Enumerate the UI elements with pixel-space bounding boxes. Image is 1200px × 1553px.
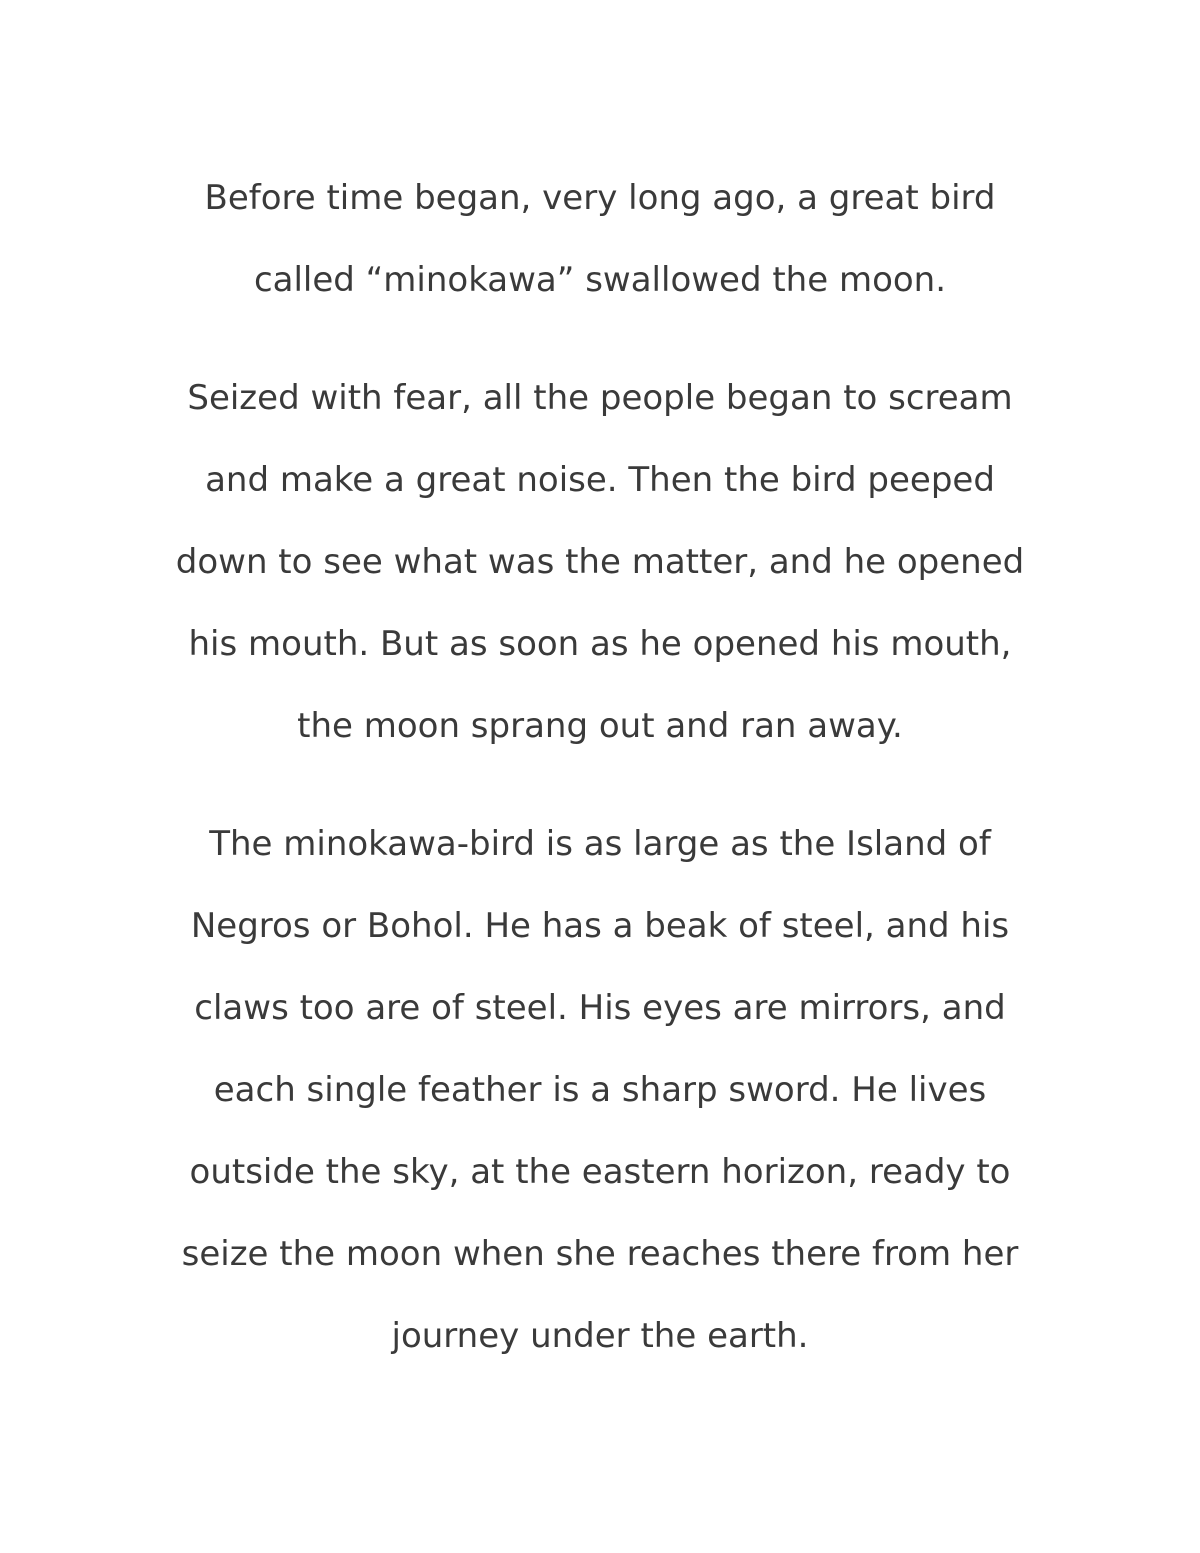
text-line: each single feather is a sharp sword. He lives	[213, 1070, 987, 1110]
text-line: The minokawa-bird is as large as the Island of	[209, 824, 991, 864]
text-line: the moon sprang out and ran away.	[297, 706, 903, 746]
text-line: Before time began, very long ago, a great bird	[204, 178, 996, 218]
text-line: outside the sky, at the eastern horizon, ready to	[189, 1152, 1011, 1192]
text-line: journey under the earth.	[391, 1316, 809, 1356]
text-line: Seized with fear, all the people began to scream	[187, 378, 1013, 418]
text-line: his mouth. But as soon as he opened his mouth,	[188, 624, 1012, 664]
text-line: seize the moon when she reaches there from her	[181, 1234, 1019, 1274]
paragraph-2	[120, 357, 1080, 767]
text-line: Negros or Bohol. He has a beak of steel, and his	[190, 906, 1010, 946]
text-line: down to see what was the matter, and he opened	[175, 542, 1025, 582]
paragraph-1	[120, 157, 1080, 321]
text-line: called “minokawa” swallowed the moon.	[253, 260, 947, 300]
paragraph-3	[120, 803, 1080, 1377]
text-line: and make a great noise. Then the bird peeped	[205, 460, 995, 500]
text-line: claws too are of steel. His eyes are mirrors, and	[194, 988, 1006, 1028]
